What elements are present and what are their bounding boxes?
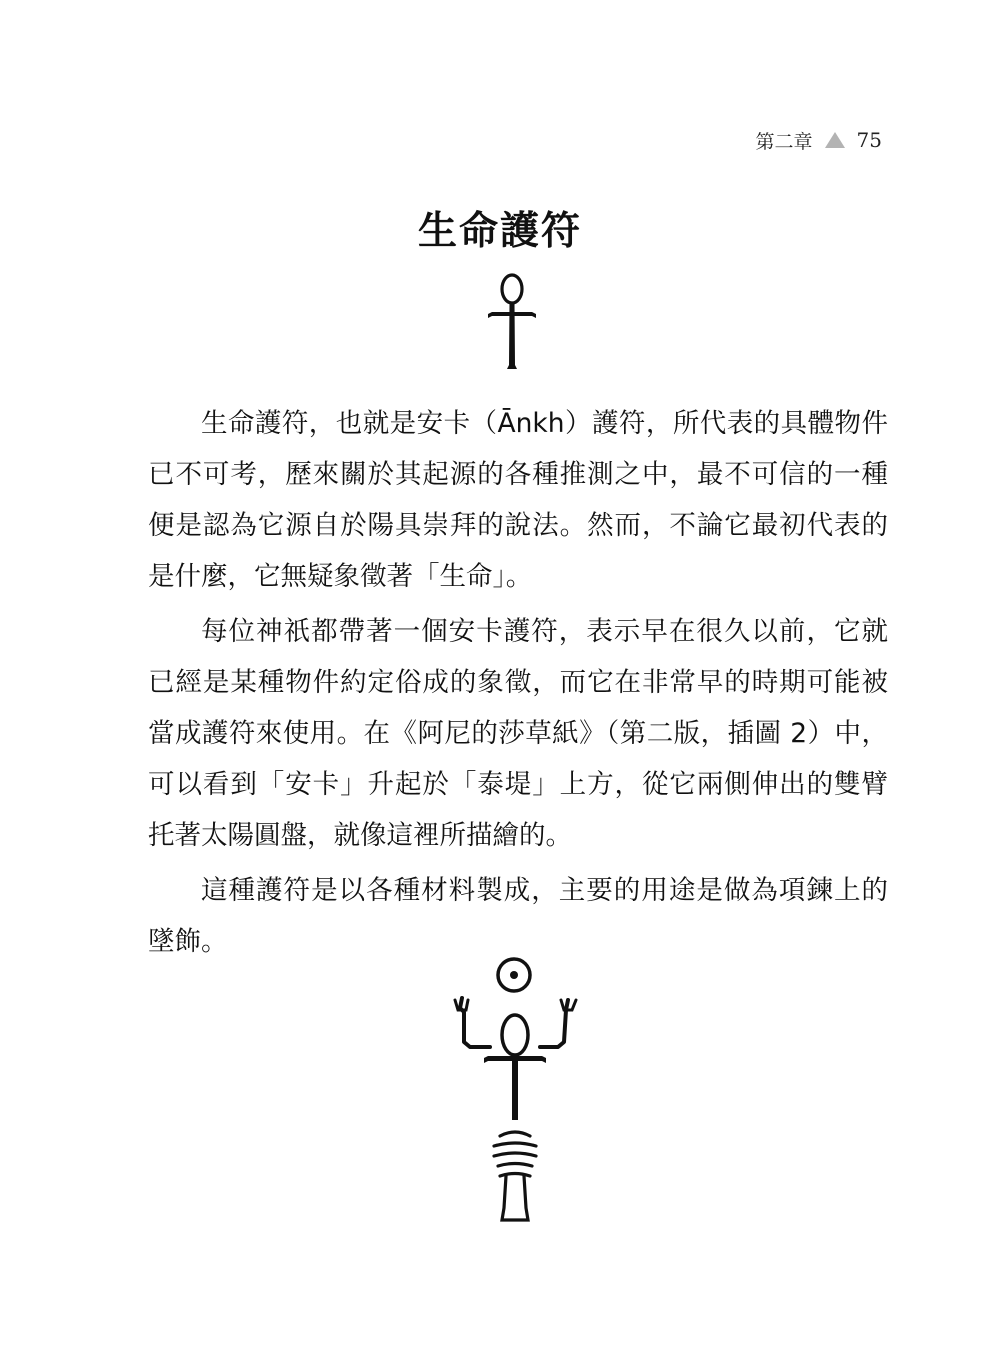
triangle-icon (825, 132, 845, 148)
sun-disk-icon (498, 959, 530, 991)
ankh-icon (484, 1015, 546, 1120)
page-title: 生命護符 (417, 208, 582, 254)
ankh-icon (482, 272, 542, 372)
left-arm-icon (460, 998, 490, 1047)
tet-icon (494, 1132, 536, 1220)
paragraph: 每位神祇都帶著一個安卡護符，表示早在很久以前，它就已經是某種物件約定俗成的象徵，而它在非常早的時期可能被當成護符來使用。在《阿尼的莎草紙》（第二版，插圖 2）中，可以看到「安卡」升起於「泰堤」上方，從它兩側伸出的雙臂托著太陽圓盤，就像這裡所描繪的。 (148, 616, 888, 851)
paragraph: 這種護符是以各種材料製成，主要的用途是做為項鍊上的墜飾。 (148, 875, 888, 957)
chapter-label: 第二章 (755, 130, 813, 153)
running-head (756, 126, 882, 154)
body-text (148, 398, 888, 971)
paragraph: 生命護符，也就是安卡（Ānkh）護符，所代表的具體物件已不可考，歷來關於其起源的各種推測之中，最不可信的一種便是認為它源自於陽具崇拜的說法。然而，不論它最初代表的是什麼，它無疑象徵著「生命」。 (148, 408, 888, 592)
page-number: 75 (856, 128, 882, 152)
ankh-tet-sun-illustration (440, 950, 590, 1230)
